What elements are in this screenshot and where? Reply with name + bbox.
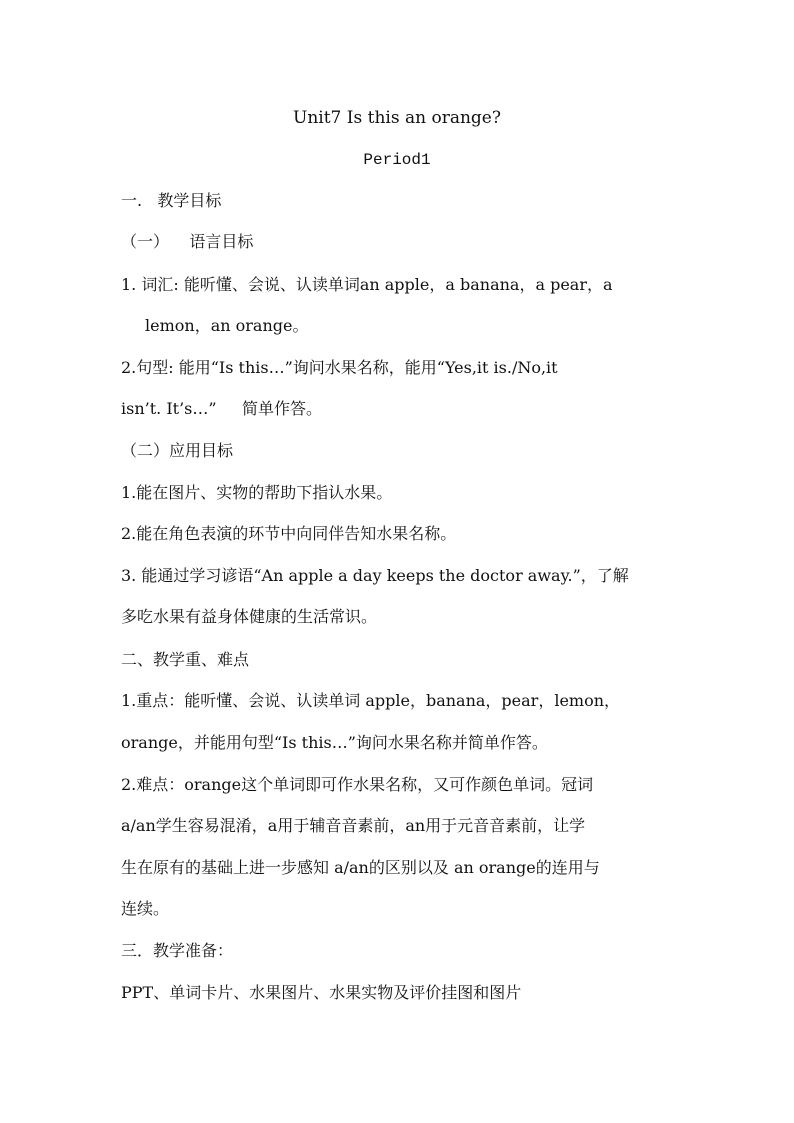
section-heading-objectives: 一. 教学目标: [121, 191, 222, 210]
subsection-heading-language: （一） 语言目标: [121, 232, 254, 251]
paragraph-line: PPT、单词卡片、水果图片、水果实物及评价挂图和图片: [121, 983, 522, 1002]
paragraph-line: 1.能在图片、实物的帮助下指认水果。: [121, 483, 393, 502]
paragraph-line: 3. 能通过学习谚语“An apple a day keeps the doctor away.”，了解: [121, 566, 629, 585]
period-label: Period1: [363, 151, 431, 169]
paragraph-line: 2.能在角色表演的环节中向同伴告知水果名称。: [121, 524, 457, 543]
paragraph-line: 连续。: [121, 899, 170, 918]
section-heading-key-points: 二、教学重、难点: [121, 650, 250, 669]
section-heading-preparation: 三．教学准备：: [121, 941, 234, 960]
paragraph-line: 2.句型: 能用“Is this…”询问水果名称，能用“Yes,it is./No,it: [121, 358, 558, 377]
paragraph-line: a/an学生容易混淆，a用于辅音音素前，an用于元音音素前，让学: [121, 816, 586, 835]
paragraph-line: 生在原有的基础上进一步感知 a/an的区别以及 an orange的连用与: [121, 858, 600, 877]
paragraph-line: 2.难点：orange这个单词即可作水果名称，又可作颜色单词。冠词: [121, 775, 594, 794]
paragraph-line: 多吃水果有益身体健康的生活常识。: [121, 607, 378, 626]
document-title: Unit7 Is this an orange?: [293, 108, 501, 128]
subsection-heading-application: （二）应用目标: [121, 441, 234, 460]
paragraph-line: orange，并能用句型“Is this…”询问水果名称并简单作答。: [121, 733, 548, 752]
paragraph-line: isn’t. It’s…” 简单作答。: [121, 399, 322, 418]
paragraph-line: 1.重点：能听懂、会说、认读单词 apple，banana，pear，lemon，: [121, 691, 621, 710]
paragraph-line: lemon，an orange。: [145, 316, 309, 335]
paragraph-line: 1. 词汇: 能听懂、会说、认读单词an apple，a banana，a pear，a: [121, 275, 613, 294]
